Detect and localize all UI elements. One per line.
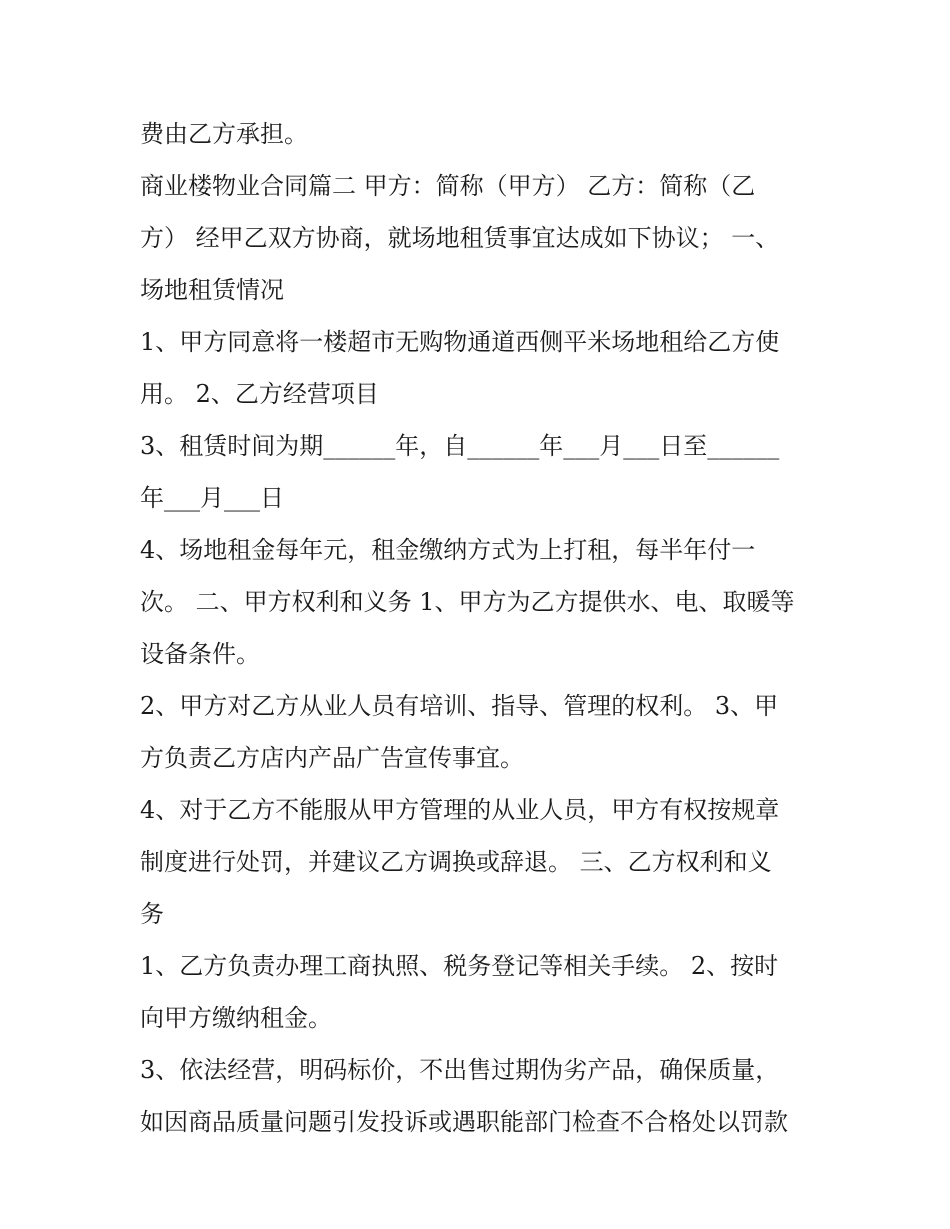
paragraph-contract-intro [140, 160, 820, 316]
paragraph-lawful-operation [140, 1044, 820, 1148]
paragraph-lease-term [140, 420, 820, 524]
text-line: 次。 二、甲方权利和义务 1、甲方为乙方提供水、电、取暖等 [140, 588, 795, 616]
paragraph-rent [140, 524, 820, 680]
paragraph-cost-bearing [140, 108, 820, 160]
text-line: 1、甲方同意将一楼超市无购物通道西侧平米场地租给乙方使 [140, 328, 780, 356]
paragraph-party-a-rights [140, 680, 820, 784]
text-line: 4、场地租金每年元，租金缴纳方式为上打租，每半年付一 [140, 536, 756, 564]
text-line: 方） 经甲乙双方协商，就场地租赁事宜达成如下协议； 一、 [140, 224, 780, 252]
text-line: 费由乙方承担。 [140, 120, 308, 148]
text-line: 2、甲方对乙方从业人员有培训、指导、管理的权利。 3、甲 [140, 692, 779, 720]
text-line: 方负责乙方店内产品广告宣传事宜。 [140, 744, 524, 772]
text-line: 场地租赁情况 [140, 276, 284, 304]
paragraph-party-a-discipline [140, 784, 820, 940]
paragraph-party-b-duties [140, 940, 820, 1044]
text-line: 4、对于乙方不能服从甲方管理的从业人员，甲方有权按规章 [140, 796, 780, 824]
text-line: 设备条件。 [140, 640, 260, 668]
text-line: 商业楼物业合同篇二 甲方：简称（甲方） 乙方：简称（乙 [140, 172, 756, 200]
text-line: 务 [140, 900, 164, 928]
text-line: 制度进行处罚，并建议乙方调换或辞退。 三、乙方权利和义 [140, 848, 772, 876]
text-line: 3、租赁时间为期______年，自______年___月___日至______ [140, 432, 780, 460]
text-line: 向甲方缴纳租金。 [140, 1004, 332, 1032]
text-line: 3、依法经营，明码标价，不出售过期伪劣产品，确保质量， [140, 1056, 780, 1084]
text-line: 1、乙方负责办理工商执照、税务登记等相关手续。 2、按时 [140, 952, 779, 980]
document-body [140, 108, 820, 1148]
text-line: 如因商品质量问题引发投诉或遇职能部门检查不合格处以罚款 [140, 1108, 788, 1136]
paragraph-lease-item-1 [140, 316, 820, 420]
text-line: 年___月___日 [140, 484, 284, 512]
text-line: 用。 2、乙方经营项目 [140, 380, 379, 408]
